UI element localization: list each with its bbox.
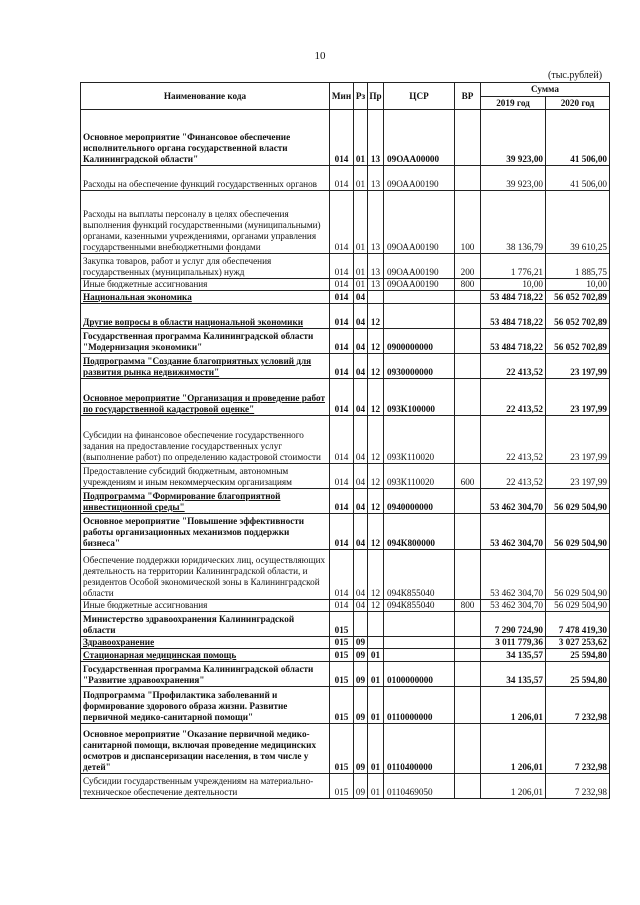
table-row (81, 649, 610, 662)
row-2020: 56 029 504,90 (546, 600, 610, 612)
row-2019: 1 776,21 (481, 254, 546, 279)
row-rz (354, 612, 368, 637)
row-pr: 12 (368, 304, 384, 329)
row-2019: 1 206,01 (481, 724, 546, 774)
row-vr (455, 774, 481, 799)
row-vr (455, 514, 481, 550)
row-pr: 13 (368, 191, 384, 254)
row-min: 015 (330, 662, 354, 687)
row-rz: 09 (354, 637, 368, 649)
row-csr: 0110400000 (384, 724, 455, 774)
row-name: Иные бюджетные ассигнования (81, 279, 330, 291)
row-pr: 13 (368, 279, 384, 291)
row-vr (455, 489, 481, 514)
row-vr: 800 (455, 279, 481, 291)
row-min: 014 (330, 416, 354, 464)
table-row (81, 550, 610, 600)
row-rz: 09 (354, 687, 368, 724)
row-2019: 1 206,01 (481, 687, 546, 724)
row-min: 014 (330, 279, 354, 291)
header-rz: Рз (354, 83, 368, 110)
row-name: Обеспечение поддержки юридических лиц, осуществляющих деятельность на территории Калининградской области, и резидентов Особой экономической зоны в Калининградской области (81, 550, 330, 600)
row-2020: 7 478 419,30 (546, 612, 610, 637)
header-csr: ЦСР (384, 83, 455, 110)
table-row (81, 254, 610, 279)
table-row (81, 662, 610, 687)
row-2019: 53 484 718,22 (481, 304, 546, 329)
row-vr (455, 612, 481, 637)
row-2019: 22 413,52 (481, 416, 546, 464)
row-pr: 12 (368, 354, 384, 379)
row-vr: 100 (455, 191, 481, 254)
row-rz: 04 (354, 514, 368, 550)
row-2020: 1 885,75 (546, 254, 610, 279)
table-row (81, 600, 610, 612)
row-name: Иные бюджетные ассигнования (81, 600, 330, 612)
row-name: Основное мероприятие "Повышение эффективности работы организационных механизмов поддержки бизнеса" (81, 514, 330, 550)
row-rz: 04 (354, 329, 368, 354)
row-2020: 23 197,99 (546, 379, 610, 416)
row-2020: 56 052 702,89 (546, 329, 610, 354)
row-2019: 39 923,00 (481, 166, 546, 191)
row-csr: 093К110020 (384, 416, 455, 464)
row-min: 014 (330, 304, 354, 329)
header-min: Мин (330, 83, 354, 110)
row-2019: 53 484 718,22 (481, 329, 546, 354)
row-2020: 41 506,00 (546, 110, 610, 166)
row-pr: 12 (368, 489, 384, 514)
header-2019: 2019 год (481, 97, 546, 110)
row-name: Предоставление субсидий бюджетным, автономным учреждениям и иным некоммерческим организациям (81, 464, 330, 489)
row-csr: 094К855040 (384, 550, 455, 600)
row-name: Расходы на обеспечение функций государственных органов (81, 166, 330, 191)
row-name: Закупка товаров, работ и услуг для обеспечения государственных (муниципальных) нужд (81, 254, 330, 279)
table-row (81, 612, 610, 637)
row-pr: 01 (368, 724, 384, 774)
row-pr: 01 (368, 649, 384, 662)
row-pr (368, 637, 384, 649)
row-min: 014 (330, 354, 354, 379)
header-vr: ВР (455, 83, 481, 110)
row-pr (368, 291, 384, 304)
table-row (81, 279, 610, 291)
row-2020: 23 197,99 (546, 354, 610, 379)
row-csr: 093К110020 (384, 464, 455, 489)
row-2020: 7 232,98 (546, 774, 610, 799)
row-vr: 200 (455, 254, 481, 279)
row-vr (455, 724, 481, 774)
row-rz: 09 (354, 662, 368, 687)
row-2019: 53 462 304,70 (481, 489, 546, 514)
header-name: Наименование кода (81, 83, 330, 110)
row-vr (455, 416, 481, 464)
row-pr: 01 (368, 687, 384, 724)
row-pr: 12 (368, 379, 384, 416)
row-rz: 04 (354, 489, 368, 514)
row-csr: 09ОАА00190 (384, 279, 455, 291)
row-rz: 01 (354, 110, 368, 166)
row-2019: 53 484 718,22 (481, 291, 546, 304)
row-2019: 22 413,52 (481, 379, 546, 416)
table-row (81, 379, 610, 416)
row-name: Подпрограмма "Создание благоприятных условий для развития рынка недвижимости" (81, 354, 330, 379)
row-vr: 600 (455, 464, 481, 489)
row-2019: 53 462 304,70 (481, 550, 546, 600)
row-min: 014 (330, 329, 354, 354)
table-row (81, 724, 610, 774)
row-vr: 800 (455, 600, 481, 612)
row-rz: 04 (354, 379, 368, 416)
row-min: 014 (330, 166, 354, 191)
row-rz: 01 (354, 191, 368, 254)
row-2019: 7 290 724,90 (481, 612, 546, 637)
row-2019: 34 135,57 (481, 662, 546, 687)
table-row (81, 191, 610, 254)
row-csr: 0110469050 (384, 774, 455, 799)
row-2019: 10,00 (481, 279, 546, 291)
row-rz: 01 (354, 254, 368, 279)
row-2019: 1 206,01 (481, 774, 546, 799)
row-name: Субсидии на финансовое обеспечение государственного задания на предоставление государственных услуг (выполнение работ) по определению кадастровой стоимости (81, 416, 330, 464)
row-csr: 0100000000 (384, 662, 455, 687)
row-pr: 12 (368, 416, 384, 464)
row-min: 014 (330, 489, 354, 514)
row-2020: 10,00 (546, 279, 610, 291)
row-rz: 01 (354, 279, 368, 291)
row-min: 015 (330, 724, 354, 774)
header-pr: Пр (368, 83, 384, 110)
row-min: 014 (330, 110, 354, 166)
row-rz: 04 (354, 550, 368, 600)
row-2020: 23 197,99 (546, 464, 610, 489)
table-row (81, 166, 610, 191)
row-name: Стационарная медицинская помощь (81, 649, 330, 662)
row-vr (455, 662, 481, 687)
row-csr (384, 291, 455, 304)
row-rz: 09 (354, 724, 368, 774)
row-name: Подпрограмма "Формирование благоприятной инвестиционной среды" (81, 489, 330, 514)
row-min: 014 (330, 254, 354, 279)
row-csr: 094К855040 (384, 600, 455, 612)
row-vr (455, 329, 481, 354)
row-csr: 09ОАА00190 (384, 191, 455, 254)
row-rz: 04 (354, 354, 368, 379)
row-2020: 7 232,98 (546, 687, 610, 724)
row-rz: 01 (354, 166, 368, 191)
row-2020: 39 610,25 (546, 191, 610, 254)
row-name: Другие вопросы в области национальной экономики (81, 304, 330, 329)
row-name: Государственная программа Калининградской области "Развитие здравоохранения" (81, 662, 330, 687)
row-2020: 56 029 504,90 (546, 550, 610, 600)
row-name: Основное мероприятие "Оказание первичной медико-санитарной помощи, включая проведение медицинских осмотров и диспансеризации населения, в том числе у детей" (81, 724, 330, 774)
row-2020: 56 029 504,90 (546, 489, 610, 514)
row-min: 015 (330, 612, 354, 637)
table-row (81, 514, 610, 550)
row-csr: 09ОАА00000 (384, 110, 455, 166)
row-vr (455, 110, 481, 166)
row-vr (455, 304, 481, 329)
row-vr (455, 687, 481, 724)
row-pr: 13 (368, 254, 384, 279)
row-csr (384, 304, 455, 329)
row-2019: 39 923,00 (481, 110, 546, 166)
row-vr (455, 166, 481, 191)
row-name: Субсидии государственным учреждениям на материально-техническое обеспечение деятельности (81, 774, 330, 799)
row-2019: 22 413,52 (481, 464, 546, 489)
row-2020: 25 594,80 (546, 649, 610, 662)
row-min: 014 (330, 291, 354, 304)
table-row (81, 329, 610, 354)
row-pr: 12 (368, 514, 384, 550)
row-vr (455, 291, 481, 304)
row-pr: 12 (368, 329, 384, 354)
row-2020: 56 029 504,90 (546, 514, 610, 550)
row-pr: 12 (368, 600, 384, 612)
table-row (81, 354, 610, 379)
table-row (81, 489, 610, 514)
row-pr: 13 (368, 166, 384, 191)
page-number: 10 (314, 50, 326, 62)
row-pr: 01 (368, 662, 384, 687)
header-sum: Сумма (481, 83, 610, 97)
row-min: 014 (330, 464, 354, 489)
row-min: 015 (330, 637, 354, 649)
row-csr (384, 649, 455, 662)
row-2020: 56 052 702,89 (546, 304, 610, 329)
row-csr (384, 612, 455, 637)
row-name: Национальная экономика (81, 291, 330, 304)
row-name: Расходы на выплаты персоналу в целях обеспечения выполнения функций государственными (муниципальными) органами, казенными учреждениями, органами управления государственными внебюджетными фондами (81, 191, 330, 254)
row-name: Основное мероприятие "Организация и проведение работ по государственной кадастровой оценке" (81, 379, 330, 416)
row-name: Государственная программа Калининградской области "Модернизация экономики" (81, 329, 330, 354)
row-vr (455, 354, 481, 379)
row-name: Здравоохранение (81, 637, 330, 649)
row-vr (455, 637, 481, 649)
header-2020: 2020 год (546, 97, 610, 110)
row-csr: 0930000000 (384, 354, 455, 379)
row-rz: 04 (354, 416, 368, 464)
row-2020: 25 594,80 (546, 662, 610, 687)
table-row (81, 304, 610, 329)
row-pr: 01 (368, 774, 384, 799)
table-row (81, 110, 610, 166)
row-pr: 13 (368, 110, 384, 166)
row-csr: 0110000000 (384, 687, 455, 724)
row-csr: 09ОАА00190 (384, 166, 455, 191)
row-2020: 56 052 702,89 (546, 291, 610, 304)
row-2019: 53 462 304,70 (481, 514, 546, 550)
row-rz: 09 (354, 774, 368, 799)
budget-table (80, 82, 610, 799)
row-vr (455, 550, 481, 600)
table-row (81, 687, 610, 724)
row-2019: 22 413,52 (481, 354, 546, 379)
row-csr: 093К100000 (384, 379, 455, 416)
row-min: 015 (330, 774, 354, 799)
row-2020: 41 506,00 (546, 166, 610, 191)
row-pr (368, 612, 384, 637)
row-name: Основное мероприятие "Финансовое обеспечение исполнительного органа государственной власти Калининградской области" (81, 110, 330, 166)
row-csr: 0900000000 (384, 329, 455, 354)
row-rz: 04 (354, 600, 368, 612)
row-vr (455, 649, 481, 662)
row-2020: 7 232,98 (546, 724, 610, 774)
table-row (81, 637, 610, 649)
row-pr: 12 (368, 464, 384, 489)
row-min: 015 (330, 687, 354, 724)
table-row (81, 464, 610, 489)
row-csr: 0940000000 (384, 489, 455, 514)
table-row (81, 291, 610, 304)
row-2019: 3 011 779,36 (481, 637, 546, 649)
row-2020: 23 197,99 (546, 416, 610, 464)
row-min: 015 (330, 649, 354, 662)
row-2020: 3 027 253,62 (546, 637, 610, 649)
row-pr: 12 (368, 550, 384, 600)
row-csr (384, 637, 455, 649)
row-2019: 34 135,57 (481, 649, 546, 662)
row-name: Подпрограмма "Профилактика заболеваний и формирование здорового образа жизни. Развитие первичной медико-санитарной помощи" (81, 687, 330, 724)
row-rz: 04 (354, 291, 368, 304)
row-min: 014 (330, 550, 354, 600)
row-2019: 38 136,79 (481, 191, 546, 254)
row-csr: 09ОАА00190 (384, 254, 455, 279)
row-min: 014 (330, 600, 354, 612)
row-2019: 53 462 304,70 (481, 600, 546, 612)
row-rz: 04 (354, 304, 368, 329)
row-name: Министерство здравоохранения Калининградской области (81, 612, 330, 637)
row-min: 014 (330, 514, 354, 550)
row-min: 014 (330, 191, 354, 254)
table-row (81, 416, 610, 464)
row-rz: 04 (354, 464, 368, 489)
row-csr: 094К800000 (384, 514, 455, 550)
table-row (81, 774, 610, 799)
row-rz: 09 (354, 649, 368, 662)
row-min: 014 (330, 379, 354, 416)
units-label: (тыс.рублей) (548, 70, 603, 81)
row-vr (455, 379, 481, 416)
